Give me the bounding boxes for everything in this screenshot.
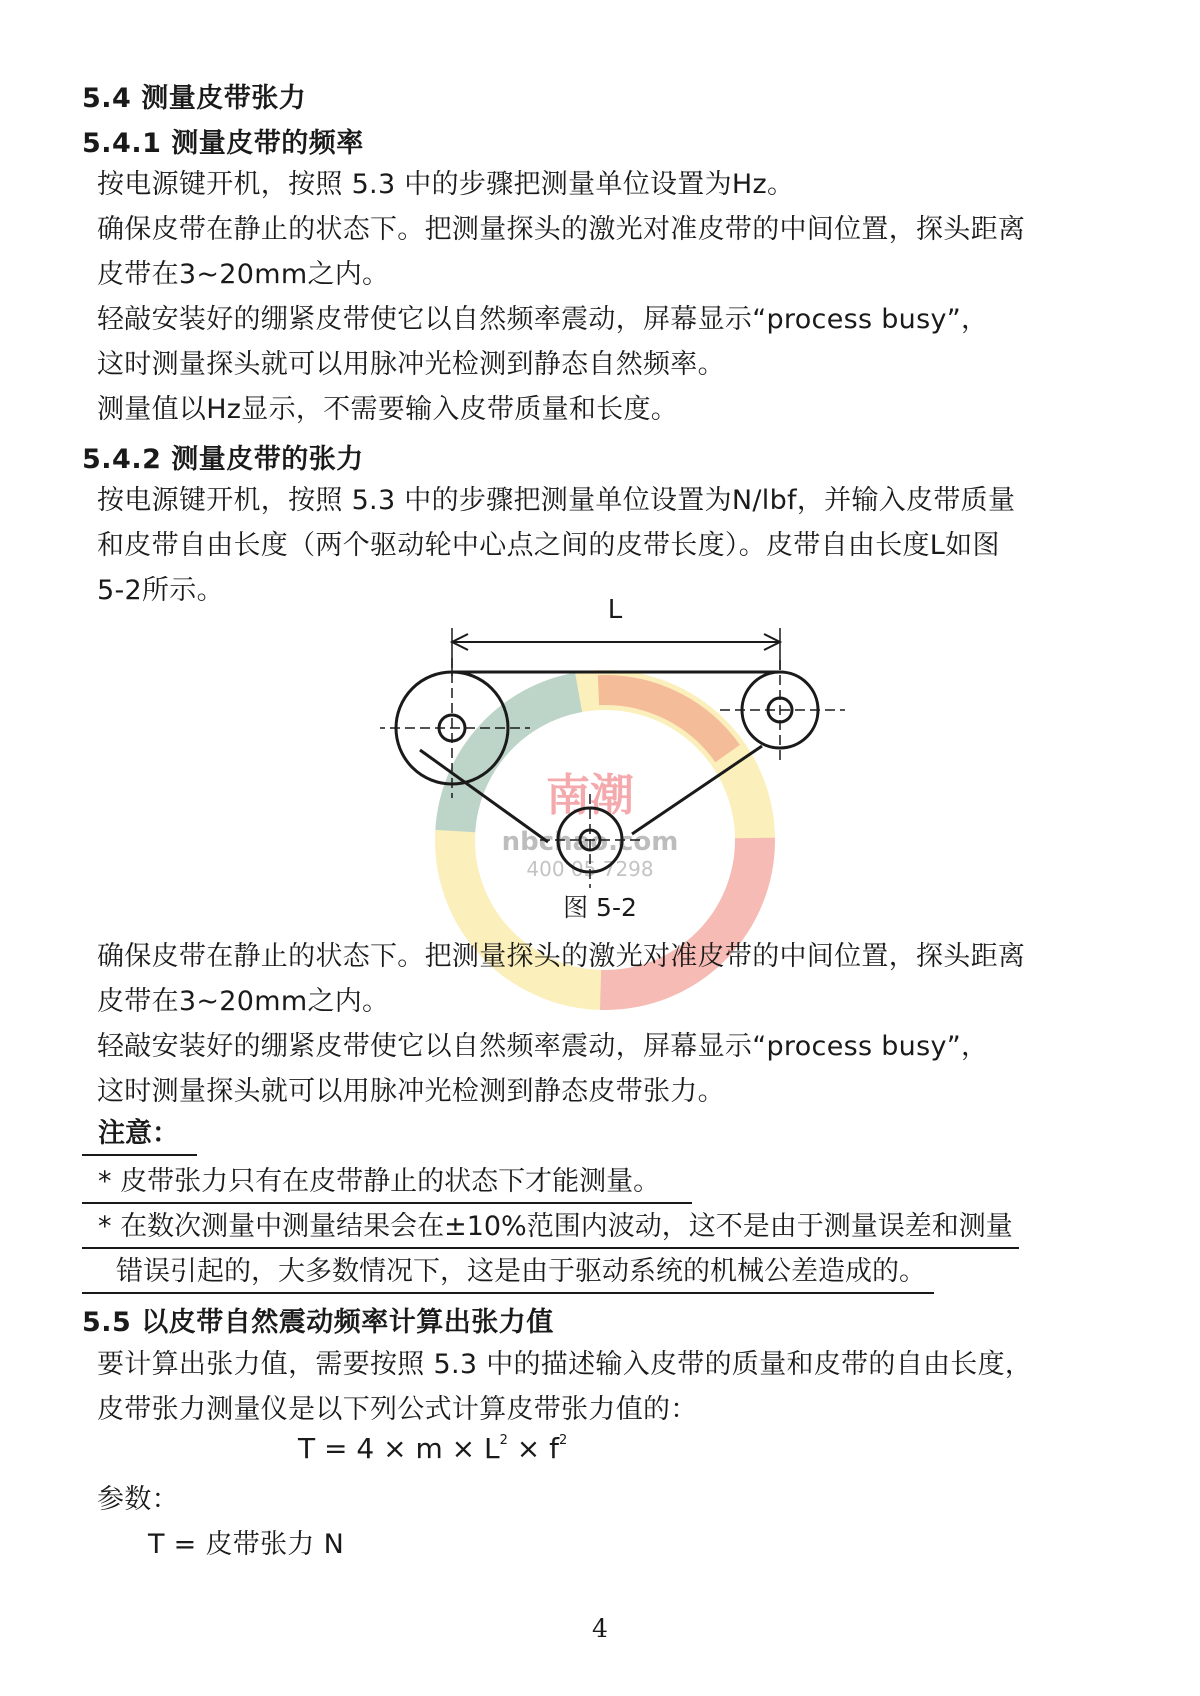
note-item: * 皮带张力只有在皮带静止的状态下才能测量。 <box>82 1162 692 1204</box>
paragraph-line: 这时测量探头就可以用脉冲光检测到静态皮带张力。 <box>97 1076 725 1107</box>
paragraph-line: 确保皮带在静止的状态下。把测量探头的激光对准皮带的中间位置，探头距离 <box>97 214 1026 245</box>
paragraph-line: 确保皮带在静止的状态下。把测量探头的激光对准皮带的中间位置，探头距离 <box>97 941 1026 972</box>
formula-exponent: 2 <box>558 1433 568 1448</box>
paragraph-line: 按电源键开机，按照 5.3 中的步骤把测量单位设置为Hz。 <box>97 169 795 200</box>
note-title: 注意： <box>82 1114 197 1156</box>
paragraph-line: 轻敲安装好的绷紧皮带使它以自然频率震动，屏幕显示“process busy”， <box>97 1031 989 1062</box>
paragraph-line: 皮带张力测量仪是以下列公式计算皮带张力值的： <box>97 1394 698 1425</box>
param-T: T = 皮带张力 N <box>148 1529 345 1560</box>
dimension-label-L: L <box>607 598 623 625</box>
paragraph-line: 和皮带自由长度（两个驱动轮中心点之间的皮带长度）。皮带自由长度L如图 <box>97 530 1000 561</box>
section-5-5-title: 5.5 以皮带自然震动频率计算出张力值 <box>82 1307 554 1338</box>
paragraph-line: 按电源键开机，按照 5.3 中的步骤把测量单位设置为N/lbf，并输入皮带质量 <box>97 485 1016 516</box>
paragraph-line: 轻敲安装好的绷紧皮带使它以自然频率震动，屏幕显示“process busy”， <box>97 304 989 335</box>
formula-part: T = 4 × m × L <box>298 1432 500 1465</box>
section-5-4-title: 5.4 测量皮带张力 <box>82 83 307 114</box>
belt-right-span <box>632 746 762 834</box>
params-label: 参数： <box>97 1484 179 1515</box>
paragraph-line: 要计算出张力值，需要按照 5.3 中的描述输入皮带的质量和皮带的自由长度， <box>97 1349 1033 1380</box>
paragraph-line: 测量值以Hz显示，不需要输入皮带质量和长度。 <box>97 394 679 425</box>
watermark-phone-text: 400 05 7298 <box>526 857 654 881</box>
section-5-4-1-title: 5.4.1 测量皮带的频率 <box>82 128 364 159</box>
note-item: * 在数次测量中测量结果会在±10%范围内波动，这不是由于测量误差和测量 <box>82 1207 1019 1249</box>
section-5-4-2-title: 5.4.2 测量皮带的张力 <box>82 444 364 475</box>
figure-caption: 图 5-2 <box>563 893 637 922</box>
note-item: 错误引起的，大多数情况下，这是由于驱动系统的机械公差造成的。 <box>82 1252 934 1294</box>
paragraph-line: 5-2所示。 <box>97 575 224 606</box>
paragraph-line: 皮带在3~20mm之内。 <box>97 259 390 290</box>
watermark-site-text: nbchao.com <box>501 827 679 857</box>
tension-formula <box>298 1432 567 1465</box>
belt-left-span <box>420 750 548 842</box>
page-number: 4 <box>592 1614 608 1643</box>
formula-exponent: 2 <box>499 1433 508 1448</box>
paragraph-line: 皮带在3~20mm之内。 <box>97 986 390 1017</box>
watermark-brand-text: 南潮 <box>546 770 634 821</box>
belt-drive-diagram <box>380 598 860 928</box>
formula-part: × f <box>507 1432 559 1465</box>
paragraph-line: 这时测量探头就可以用脉冲光检测到静态自然频率。 <box>97 349 725 380</box>
